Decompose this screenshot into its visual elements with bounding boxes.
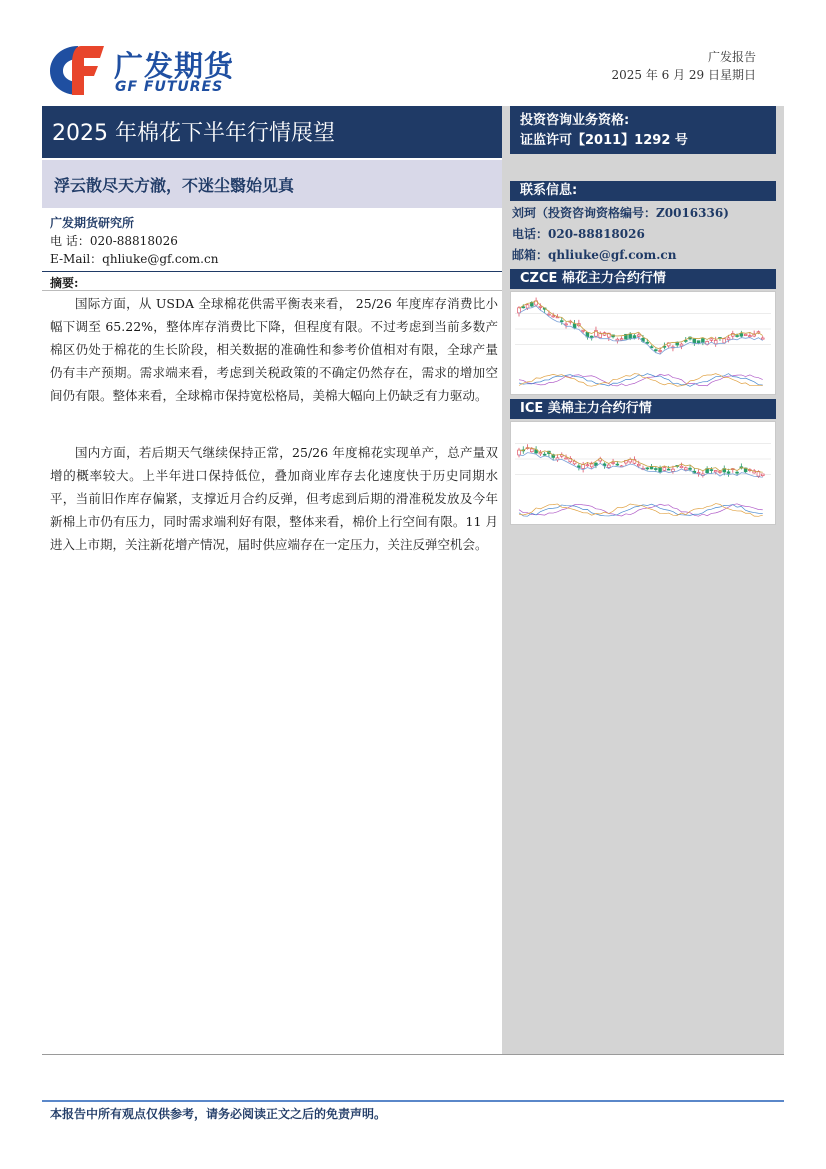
abstract-paragraph-domestic: 国内方面，若后期天气继续保持正常，25/26 年度棉花实现单产，总产量双增的概率较大。上半年进口保持低位，叠加商业库存去化速度快于历史同期水平，当前旧作库存偏紧，支撑近月合约反弹，但考虑到后期的滑准税发放及今年新棉上市仍有压力，同时需求端利好有限，整体来看，棉价上行空间有限。11 月进入上市期，关注新花增产情况，届时供应端存在一定压力，关注反弹空机会。: [50, 445, 498, 552]
logo-chinese-text: 广发期货: [114, 49, 235, 83]
contact-heading: 联系信息:: [510, 181, 776, 201]
logo-english-text: GF FUTURES: [115, 79, 224, 95]
abstract-paragraph-international: 国际方面，从 USDA 全球棉花供需平衡表来看， 25/26 年度库存消费比小幅下调至 65.22%，整体库存消费比下降，但程度有限。不过考虑到当前多数产棉区仍处于棉花的生长阶段，相关数据的准确性和参考价值相对有限，全球产量仍有丰产预期。需求端来看，考虑到关税政策的不确定仍然存在，需求的增加空间仍有限。整体来看，全球棉市保持宽松格局，美棉大幅向上仍缺乏有力驱动。: [50, 296, 498, 403]
report-date: 2025 年 6 月 29 日星期日: [611, 68, 756, 82]
author-block: [50, 214, 218, 268]
disclaimer-note: 本报告中所有观点仅供参考，请务必阅读正文之后的免责声明。: [50, 1107, 387, 1121]
company-logo: [48, 42, 260, 98]
author-phone: 电 话：020-88818026: [50, 234, 178, 248]
qualification-box: [510, 106, 776, 154]
contact-name: 刘珂（投资咨询资格编号：Z0016336): [512, 206, 729, 220]
footer-rule: [42, 1100, 784, 1102]
czce-candlestick-image: [511, 292, 775, 394]
qualification-heading: 投资咨询业务资格:: [520, 113, 630, 128]
divider: [42, 271, 502, 272]
report-type-label: 广发报告: [707, 50, 756, 64]
author-email: E-Mail：qhliuke@gf.com.cn: [50, 252, 219, 266]
divider: [42, 1054, 784, 1055]
title-banner: [42, 106, 502, 158]
page-title: 2025 年棉花下半年行情展望: [52, 121, 335, 146]
contact-phone: 电话：020-88818026: [512, 227, 645, 241]
research-org: 广发期货研究所: [50, 216, 135, 230]
subtitle-banner: [42, 160, 502, 208]
czce-chart-heading: CZCE 棉花主力合约行情: [510, 269, 776, 289]
divider: [42, 290, 502, 291]
gf-logo-icon: [48, 42, 106, 98]
contact-email: 邮箱：qhliuke@gf.com.cn: [512, 248, 677, 262]
page-subtitle: 浮云散尽天方澈，不迷尘翳始见真: [54, 176, 295, 195]
abstract-label: 摘要:: [50, 276, 79, 290]
ice-price-chart: [510, 421, 776, 525]
contact-block: [512, 203, 729, 266]
ice-chart-heading: ICE 美棉主力合约行情: [510, 399, 776, 419]
ice-candlestick-image: [511, 422, 775, 524]
czce-price-chart: [510, 291, 776, 395]
qualification-license: 证监许可【2011】1292 号: [520, 133, 688, 148]
